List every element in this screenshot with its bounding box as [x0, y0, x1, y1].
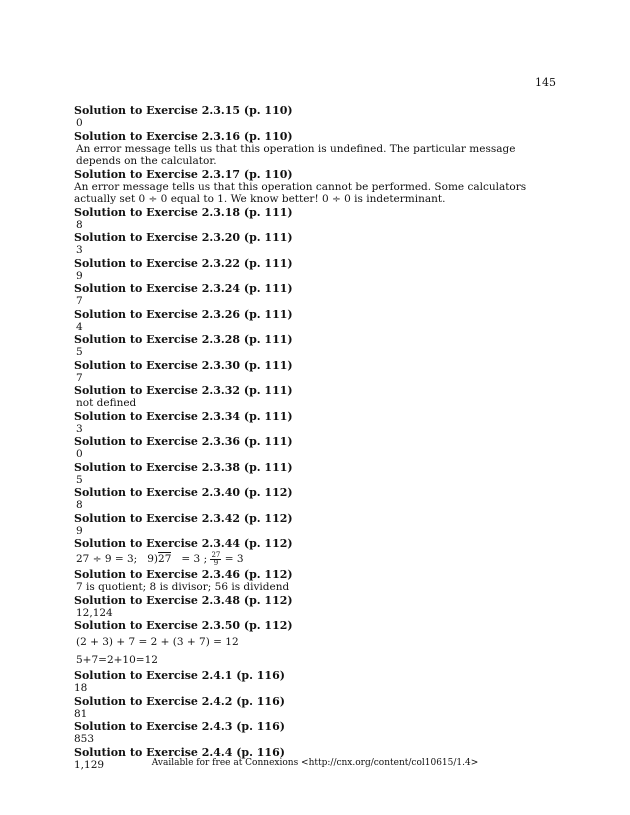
- long-division: 9)27: [147, 553, 172, 565]
- solution-answer: 5: [76, 346, 83, 358]
- solution-answer: 3: [76, 244, 83, 256]
- solutions-list: [74, 104, 558, 771]
- solution-answer: 4: [76, 320, 83, 333]
- solution-heading: Solution to Exercise 2.3.16 (p. 110): [74, 129, 293, 143]
- page-footer: Available for free at Connexions <http://cnx.org/content/col10615/1.4>: [151, 758, 479, 768]
- solution-heading: Solution to Exercise 2.3.32 (p. 111): [74, 384, 293, 397]
- solution-answer: 0: [76, 117, 83, 129]
- solution-answer: 18: [74, 682, 88, 694]
- fraction-numerator: 27: [211, 550, 221, 559]
- associative-equation-simple: 5+7=2+10=12: [76, 654, 158, 666]
- solution-entry: [74, 130, 558, 168]
- solution-entry: [74, 333, 558, 359]
- solution-entry: [74, 359, 558, 385]
- solution-answer: 9: [76, 269, 83, 282]
- solution-answer: 7 is quotient; 8 is divisor; 56 is dividend: [76, 581, 290, 593]
- solution-entry: [74, 282, 558, 308]
- solution-heading: Solution to Exercise 2.3.42 (p. 112): [74, 511, 293, 525]
- solution-answer: 81: [74, 707, 88, 720]
- division-part: = 3: [224, 553, 244, 565]
- solution-heading: Solution to Exercise 2.3.38 (p. 111): [74, 460, 293, 474]
- solution-entry: [74, 695, 558, 721]
- solution-entry: [74, 308, 558, 334]
- solution-entry: [74, 384, 558, 410]
- solution-entry: [74, 206, 558, 232]
- solution-entry: [74, 486, 558, 512]
- solution-entry: [74, 257, 558, 283]
- solution-heading: Solution to Exercise 2.3.36 (p. 111): [74, 435, 293, 448]
- solution-heading: Solution to Exercise 2.3.22 (p. 111): [74, 256, 293, 270]
- solution-heading: Solution to Exercise 2.4.2 (p. 116): [74, 694, 285, 708]
- dividend: 27: [158, 553, 172, 565]
- fraction: [210, 552, 221, 567]
- solution-entry: [74, 619, 558, 668]
- solution-entry: [74, 461, 558, 487]
- solution-answer: 7: [76, 295, 83, 307]
- solution-answer: An error message tells us that this operation is undefined. The particular message depends on the calculator.: [76, 142, 516, 167]
- solution-heading: Solution to Exercise 2.3.28 (p. 111): [74, 333, 293, 346]
- solution-entry: [74, 231, 558, 257]
- fraction-denominator: 9: [213, 558, 219, 567]
- solution-heading: Solution to Exercise 2.3.15 (p. 110): [74, 104, 293, 117]
- solution-entry: [74, 720, 558, 746]
- solution-answer: 8: [76, 499, 83, 511]
- page-number: 145: [535, 76, 556, 89]
- solution-entry: [74, 168, 558, 206]
- solution-heading: Solution to Exercise 2.4.3 (p. 116): [74, 720, 285, 733]
- solution-heading: Solution to Exercise 2.3.50 (p. 112): [74, 619, 293, 632]
- solution-entry: [74, 435, 558, 461]
- solution-heading: Solution to Exercise 2.3.26 (p. 111): [74, 307, 293, 321]
- solution-answer: not defined: [76, 397, 137, 409]
- solution-answer: 12,124: [76, 606, 113, 619]
- solution-answer: An error message tells us that this operation cannot be performed. Some calculators actually set 0 ÷ 0 equal to 1. We know better! 0 ÷ 0 is indeterminant.: [74, 180, 527, 205]
- solution-heading: Solution to Exercise 2.3.30 (p. 111): [74, 358, 293, 372]
- solution-heading: Solution to Exercise 2.3.24 (p. 111): [74, 282, 293, 295]
- division-part: 27 ÷ 9 = 3;: [76, 553, 138, 565]
- solution-answer: 8: [76, 218, 83, 231]
- solution-answer: 5: [76, 473, 83, 486]
- solution-heading: Solution to Exercise 2.4.4 (p. 116): [74, 745, 285, 759]
- solution-entry: [74, 410, 558, 436]
- solution-answer: 7: [76, 371, 83, 384]
- associative-equation: (2 + 3) + 7 = 2 + (3 + 7) = 12: [76, 636, 239, 648]
- division-equation: [76, 550, 558, 568]
- solution-heading: Solution to Exercise 2.3.48 (p. 112): [74, 593, 293, 607]
- solution-answer: 1,129: [74, 758, 105, 771]
- solution-entry: [74, 537, 558, 568]
- solution-entry: [74, 669, 558, 695]
- solution-answer: 9: [76, 524, 83, 537]
- solution-heading: Solution to Exercise 2.4.1 (p. 116): [74, 669, 285, 682]
- division-part: = 3 ;: [181, 553, 208, 565]
- solution-heading: Solution to Exercise 2.3.44 (p. 112): [74, 537, 293, 550]
- solution-answer: 3: [76, 422, 83, 435]
- solution-entry: [74, 568, 558, 594]
- solution-heading: Solution to Exercise 2.3.18 (p. 111): [74, 205, 293, 219]
- solution-answer: 0: [76, 448, 83, 460]
- solution-heading: Solution to Exercise 2.3.46 (p. 112): [74, 568, 293, 581]
- solution-entry: [74, 104, 558, 130]
- solution-heading: Solution to Exercise 2.3.34 (p. 111): [74, 409, 293, 423]
- solution-entry: [74, 594, 558, 620]
- solution-heading: Solution to Exercise 2.3.20 (p. 111): [74, 231, 293, 244]
- solution-entry: [74, 512, 558, 538]
- solution-heading: Solution to Exercise 2.3.40 (p. 112): [74, 486, 293, 499]
- solution-answer: 853: [74, 733, 95, 745]
- solution-heading: Solution to Exercise 2.3.17 (p. 110): [74, 167, 293, 181]
- divisor: 9: [147, 553, 154, 565]
